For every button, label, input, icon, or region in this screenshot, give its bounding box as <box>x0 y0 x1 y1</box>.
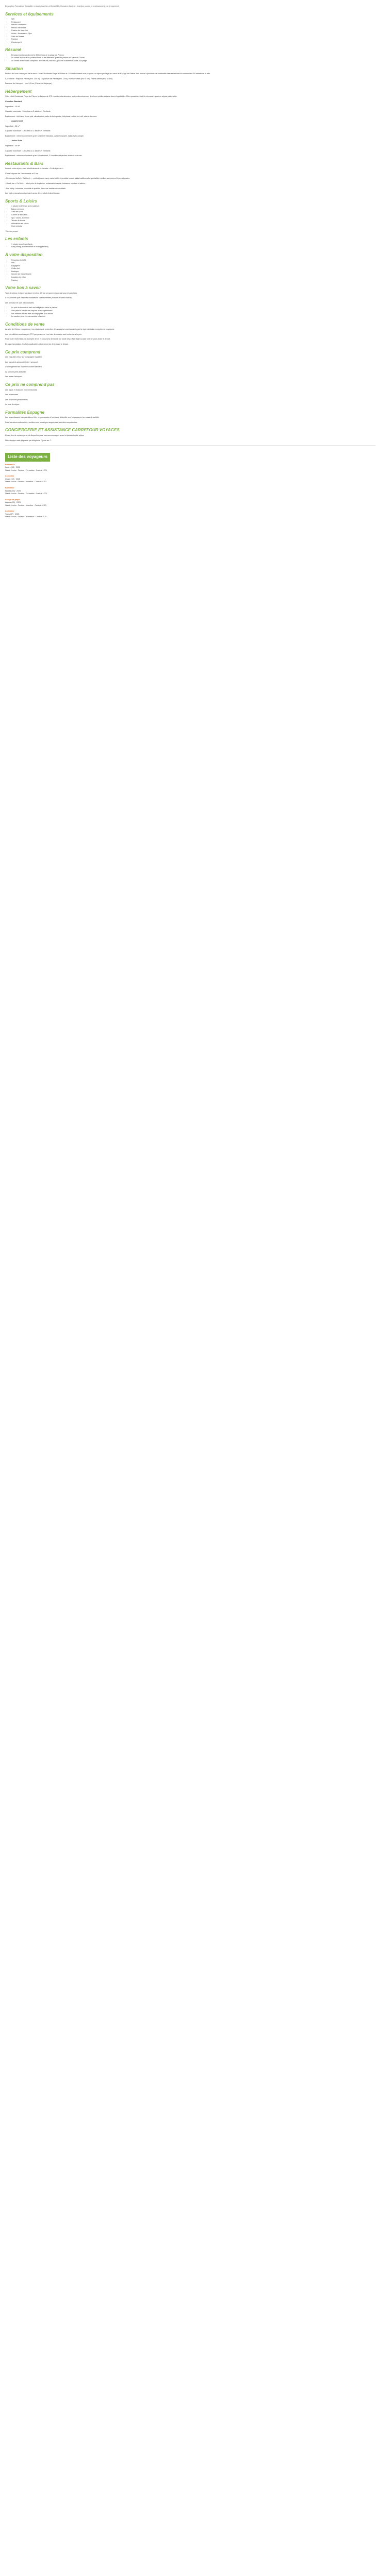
list-item: • Baby-sitting (sur demande et en supplément) <box>11 246 376 249</box>
offer-meta: Statut : Inclus · Secteur : Formation · Contrat : CDI <box>5 469 47 471</box>
conditions-text: Pour toute réservation, un acompte de 30 % vous sera demandé. Le solde devra être réglé au plus tard 30 jours avant le départ. <box>5 338 110 341</box>
list-item: • 1 piscine extérieure avec solarium <box>11 205 376 208</box>
offer-title[interactable]: Formateur <box>5 486 14 489</box>
formalites-text: Les ressortissants français doivent être en possession d'une carte d'identité ou d'un passeport en cours de validité. <box>5 416 100 419</box>
page <box>0 0 381 519</box>
conditions-text: Les prix affichés sont des prix TTC par personne. Les frais de dossier sont inclus dans le prix. <box>5 333 82 335</box>
sports-list <box>5 205 376 228</box>
offer-item[interactable] <box>5 499 376 507</box>
list-item: • Une pièce d'identité est requise à l'enregistrement <box>11 310 376 313</box>
offer-item[interactable] <box>5 487 376 496</box>
list-item: • Junior Suite <box>11 140 376 143</box>
restaurants-text: - Bar lobby : boissons, cocktails et apéritifs dans une ambiance conviviale. <box>5 187 67 190</box>
offer-item[interactable] <box>5 475 376 484</box>
list-item: • Salle de sport <box>11 211 376 214</box>
formalites-text: Pour les autres nationalités, veuillez vous renseigner auprès des autorités compétentes. <box>5 421 78 423</box>
bon-text: Taxe de séjour à régler sur place (environ 1 € par personne et par nuit pour les adultes). <box>5 292 77 294</box>
situation-text: Profitez du luxe à deux pas de la mer à l'hôtel Occidental Playa de Palma ★ ! L'établissement vous propose un séjour privilégié au cœur de la plage de Palma. Il se trouve à proximité de l'ensemble des restaurants et commerces 400 mètres de la mer. <box>5 73 210 75</box>
comprend-text: La formule petit-déjeuner. <box>5 370 26 373</box>
restaurants-text: - Restaurant buffet « Es Gavet » : petit-déjeuner avec vaste buffet et produits locaux, plats traditionnels, spécialités méditerranéennes et internationales. <box>5 177 130 180</box>
pascomprend-text: Les dépenses personnelles. <box>5 398 28 401</box>
offer-meta: Statut : Inclus · Secteur : Formation · Contrat : CDI <box>5 493 47 495</box>
list-item: • Conciergerie <box>11 41 376 44</box>
list-item: • Bagagerie <box>11 265 376 268</box>
formalites-title: Formalités Espagne <box>5 410 45 415</box>
bon-text: Les animaux ne sont pas acceptés. <box>5 301 35 304</box>
intro-text: Description Formatrice/ Conseiller en Logis Insertion à Cholet (49). Domaine d'activité : insertion sociale et professionnelle par le logement. <box>5 5 120 7</box>
divider <box>5 445 376 446</box>
sports-note: *Service payant <box>5 230 19 232</box>
offer-meta: Statut : Inclus · Secteur : Animation · Contrat : CDI <box>5 516 47 518</box>
list-item: • Spa : sauna, bain turc <box>11 217 376 220</box>
hebergement-text: Superficie : 35 m² <box>5 125 20 127</box>
resume-title: Résumé <box>5 47 22 53</box>
hebergement-text: Superficie : 19 m² <box>5 105 20 108</box>
pascomprend-title: Ce prix ne comprend pas <box>5 382 55 387</box>
offer-item[interactable] <box>5 510 376 519</box>
list-item: • Wifi <box>11 262 376 265</box>
list-item: • Club enfants <box>11 225 376 228</box>
situation-text: À proximité : Playa de Palma (env. 300 m), l'Aquarium de Palma (env. 1 km), Puerto Portals (env. 5 km), Palma centre (env. 11 km). <box>5 77 113 80</box>
resume-list <box>5 54 376 63</box>
list-item: • Salle de fitness <box>11 36 376 39</box>
hebergement-text: Équipement : même équipement qu'en Chambre Standard, cuisine équipée, salon avec canapé. <box>5 134 84 137</box>
restaurants-text: L'hôtel dispose de 2 restaurants et 1 bar : <box>5 172 40 175</box>
comprend-text: Les taxes d'aéroport. <box>5 376 23 378</box>
list-item: • Animations en soirée <box>11 223 376 226</box>
list-item: • Pièces intérieures <box>11 27 376 30</box>
hebergement-text: Capacité maximale : 3 adultes ou 2 adultes + 2 enfants <box>5 110 51 113</box>
list-item: • Emplacement exceptionnel à 300 mètres de la plage de Pelinon <box>11 54 376 57</box>
list-item: • Bains à remous <box>11 208 376 211</box>
conditions-title: Conditions de vente <box>5 321 45 327</box>
list-item: • Le centre de la culture professionnel et les différents quartiers piétons au cœur de Cholet <box>11 57 376 60</box>
restaurants-text: Les plats proposés sont préparés avec des produits frais et locaux. <box>5 192 60 195</box>
list-item: • Appartement <box>11 120 376 123</box>
list-item: • 1 piscine pour les enfants <box>11 243 376 246</box>
list-item: • Cuisine de bien-être <box>11 29 376 32</box>
offer-title[interactable]: Formatrice <box>5 463 15 466</box>
enfants-title: Les enfants <box>5 236 28 242</box>
offer-line: Tours (37) · 2025 <box>5 513 20 515</box>
list-item: • Restaurant <box>11 21 376 24</box>
comprend-text: L'hébergement en chambre double standard. <box>5 366 42 368</box>
bon-list <box>5 307 376 318</box>
offer-meta: Statut : Inclus · Secteur : Insertion · Contrat : CDD <box>5 481 46 483</box>
comprend-text: Les vols aller-retour sur compagnie régulière. <box>5 356 43 359</box>
conditions-text: Au sein de l'Union européenne, les principes de protection des voyageurs sont garantis par la réglementation européenne en vigueur. <box>5 328 115 331</box>
restaurants-text: - Snack bar « Es Molí » : situé près de la piscine, restauration rapide, boissons, sucrées et salées. <box>5 182 86 184</box>
pascomprend-text: Les repas et boissons non mentionnés. <box>5 388 38 391</box>
hebergement-title: Hébergement <box>5 89 32 94</box>
offer-meta: Statut : Inclus · Secteur : Insertion · Contrat : CDD <box>5 504 46 506</box>
offer-title[interactable]: Animateur <box>5 510 14 513</box>
hebergement-text: Équipement : même équipement qu'en Appartement, 2 chambres séparées, terrasse vue mer. <box>5 155 83 157</box>
disposition-list <box>5 259 376 282</box>
list-item: • Terrain de tennis <box>11 219 376 223</box>
list-item: • Accès - Ascenseur - Spa <box>11 32 376 36</box>
hebergement-text: Votre hôtel Occidental Playa de Palma ★ dispose de 279 chambres lumineuses, toutes décorées avec des tons méditerranéens doux et agréables. Elles possèdent tout le nécessaire pour un séjour confortable. <box>5 95 177 98</box>
enfants-list <box>5 243 376 249</box>
list-item: • Centre de bien-être <box>11 214 376 217</box>
comprend-text: Les transferts aéroport / hôtel / aéroport. <box>5 361 39 363</box>
list-item: • Réception 24h/24 <box>11 259 376 262</box>
pascomprend-text: Les assurances. <box>5 394 19 396</box>
hebergement-text: Capacité maximale : 3 adultes ou 2 adultes + 2 enfants <box>5 130 51 132</box>
list-item: • Location de vélos <box>11 276 376 279</box>
list-item: • Les enfants doivent être accompagnés d'un adulte <box>11 313 376 316</box>
list-item: • Parking <box>11 38 376 41</box>
situation-text: Distance de l'aéroport : env. 5,5 km (Palma de Majorque). <box>5 82 53 85</box>
offer-line: Angers (49) · 2025 <box>5 501 21 504</box>
services-list <box>5 18 376 44</box>
comprend-title: Ce prix comprend <box>5 349 41 354</box>
conditions-text: En cas d'annulation, les frais applicables dépendront du délai avant le départ. <box>5 343 69 345</box>
list-item: • Boutique <box>11 270 376 274</box>
room-type: Chambre Standard <box>5 100 22 103</box>
list-item: • Le port du bonnet de bain est obligatoire dans la piscine <box>11 307 376 310</box>
concierge-text: Notre équipe reste joignable par téléphone 7 jours sur 7. <box>5 439 52 442</box>
list-item: • Coffre-fort <box>11 267 376 270</box>
list-item: • Wifi <box>11 18 376 21</box>
situation-title: Situation <box>5 66 23 71</box>
hebergement-text: Capacité maximale : 3 adultes ou 2 adultes + 2 enfants <box>5 149 51 152</box>
list-item: • Pièces communes <box>11 24 376 27</box>
restaurants-title: Restaurants & Bars <box>5 161 44 166</box>
hebergement-text: Équipement : télévision écran plat, climatisation, salle de bain privée, téléphone, coffre-fort, wifi, sèche-cheveux. <box>5 115 97 117</box>
offer-line: Issoire (63) · 2025 <box>5 466 21 469</box>
concierge-title: CONCIERGERIE ET ASSISTANCE CARREFOUR VOYAGES <box>5 428 120 433</box>
offer-line: Cholet (49) · 2025 <box>5 478 20 480</box>
offer-title[interactable]: Conseiller <box>5 475 14 478</box>
disposition-title: À votre disposition <box>5 252 43 258</box>
list-item: • Parking <box>11 279 376 282</box>
room-list <box>5 120 376 123</box>
pascomprend-text: La taxe de séjour. <box>5 403 20 406</box>
bon-text: Il est possible que certaines installations soient fermées pendant la basse saison. <box>5 297 72 299</box>
offer-item[interactable] <box>5 464 376 472</box>
services-title: Services et équipements <box>5 11 54 16</box>
offers-band: Liste des voyageurs <box>5 453 50 461</box>
restaurants-text: Lors de votre séjour, vous bénéficierez de la formule « Petit-déjeuner ». <box>5 167 64 170</box>
list-item: • Service de blanchisserie <box>11 273 376 276</box>
list-item: • La caution peut être demandée à l'arrivée <box>11 315 376 318</box>
list-item: • Le centre de bien-être comprend avec sauna, bain turc, piscine chauffée et accès à la plage <box>11 60 376 63</box>
offer-line: Nantes (44) · 2025 <box>5 489 21 492</box>
offer-title[interactable]: Chargé de projet <box>5 498 20 501</box>
hebergement-text: Superficie : 45 m² <box>5 145 20 147</box>
bon-title: Votre bon à savoir <box>5 285 41 291</box>
room-list <box>5 140 376 143</box>
sports-title: Sports & Loisirs <box>5 198 37 204</box>
concierge-text: Un service de conciergerie est disponible pour vous accompagner avant et pendant votre séjour. <box>5 434 85 437</box>
